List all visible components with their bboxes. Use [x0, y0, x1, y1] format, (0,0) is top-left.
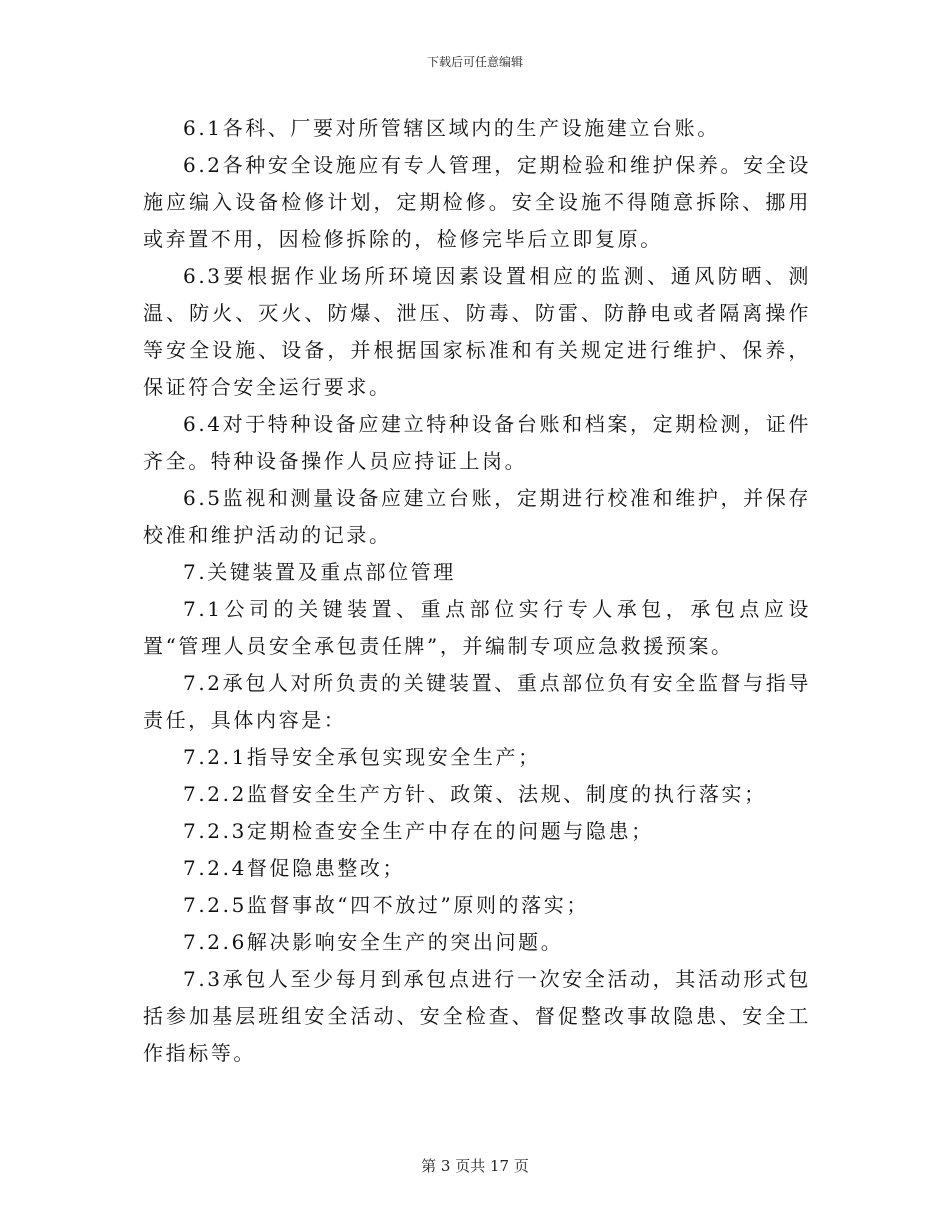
paragraph-6-1: 6.1各科、厂要对所管辖区域内的生产设施建立台账。	[183, 116, 720, 140]
paragraph-6-5: 6.5监视和测量设备应建立台账，定期进行校准和维护，并保存校准和维护活动的记录。	[143, 486, 811, 547]
paragraph-7-3: 7.3承包人至少每月到承包点进行一次安全活动，其活动形式包括参加基层班组安全活动、安全检查、督促整改事故隐患、安全工作指标等。	[143, 967, 811, 1065]
paragraph-7-2-5: 7.2.5监督事故“四不放过”原则的落实；	[183, 893, 589, 917]
paragraph-7-2-2: 7.2.2监督安全生产方针、政策、法规、制度的执行落实；	[183, 782, 767, 806]
section-heading-7: 7.关键装置及重点部位管理	[183, 560, 456, 584]
page-header-note: 下载后可任意编辑	[426, 55, 523, 69]
page-number-footer: 第 3 页共 17 页	[421, 1157, 529, 1175]
document-body	[143, 110, 811, 1072]
paragraph-7-2-1: 7.2.1指导安全承包实现安全生产；	[183, 745, 541, 769]
paragraph-6-3: 6.3要根据作业场所环境因素设置相应的监测、通风防晒、测温、防火、灭火、防爆、泄压、防毒、防雷、防静电或者隔离操作等安全设施、设备，并根据国家标准和有关规定进行维护、保养，保证符合安全运行要求。	[143, 264, 811, 399]
paragraph-6-4: 6.4对于特种设备应建立特种设备台账和档案，定期检测，证件齐全。特种设备操作人员应持证上岗。	[143, 412, 811, 473]
paragraph-7-2-3: 7.2.3定期检查安全生产中存在的问题与隐患；	[183, 819, 654, 843]
paragraph-7-2-6: 7.2.6解决影响安全生产的突出问题。	[183, 930, 564, 954]
paragraph-7-2-4: 7.2.4督促隐患整改；	[183, 856, 406, 880]
paragraph-6-2: 6.2各种安全设施应有专人管理，定期检验和维护保养。安全设施应编入设备检修计划，定期检修。安全设施不得随意拆除、挪用或弃置不用，因检修拆除的，检修完毕后立即复原。	[143, 153, 811, 251]
paragraph-7-2: 7.2承包人对所负责的关键装置、重点部位负有安全监督与指导责任，具体内容是：	[143, 671, 811, 732]
paragraph-7-1: 7.1公司的关键装置、重点部位实行专人承包，承包点应设置“管理人员安全承包责任牌”，并编制专项应急救援预案。	[143, 597, 811, 658]
